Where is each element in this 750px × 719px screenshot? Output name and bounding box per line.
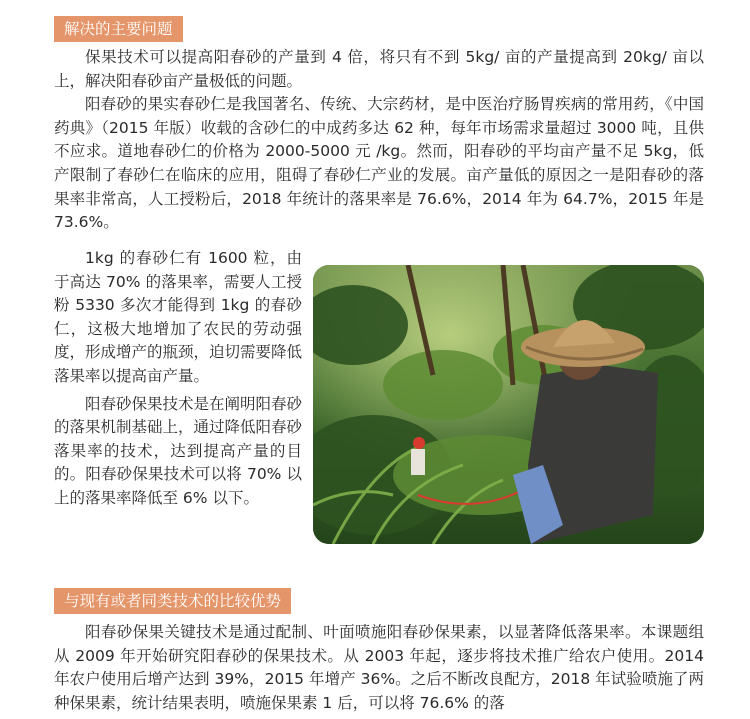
farmer-photo <box>313 265 704 544</box>
side-text <box>54 247 302 511</box>
section-heading-problems: 解决的主要问题 <box>54 16 183 42</box>
paragraph: 阳春砂保果关键技术是通过配制、叶面喷施阳春砂保果素，以显著降低落果率。本课题组从 2009 年开始研究阳春砂的保果技术。从 2003 年起，逐步将技术推广给农户使用。2014 年农户使用后增产达到 39%，2015 年增产 36%。之后不断改良配方，2018 年试验喷施了两种保果素，统计结果表明，喷施保果素 1 后，可以将 76.6% 的落 <box>54 623 704 712</box>
section2-body <box>54 621 704 715</box>
section-heading-advantages: 与现有或者同类技术的比较优势 <box>54 588 291 614</box>
paragraph: 1kg 的春砂仁有 1600 粒，由于高达 70% 的落果率，需要人工授粉 5330 多次才能得到 1kg 的春砂仁，这极大地增加了农民的劳动强度，形成增产的瓶颈，迫切需要降低落果率以提高亩产量。 <box>54 249 303 385</box>
paragraph: 阳春砂的果实春砂仁是我国著名、传统、大宗药材，是中医治疗肠胃疾病的常用药，《中国药典》（2015 年版）收载的含砂仁的中成药多达 62 种，每年市场需求量超过 3000 吨，且供不应求。道地春砂仁的价格为 2000-5000 元 /kg。然而，阳春砂的平均亩产量不足 5kg，低产限制了春砂仁在临床的应用，阻碍了春砂仁产业的发展。亩产量低的原因之一是阳春砂的落果率非常高，人工授粉后，2018 年统计的落果率是 76.6%，2014 年为 64.7%，2015 年是 73.6%。 <box>54 95 704 232</box>
paragraph: 保果技术可以提高阳春砂的产量到 4 倍，将只有不到 5kg/ 亩的产量提高到 20kg/ 亩以上，解决阳春砂亩产量极低的问题。 <box>54 48 704 90</box>
paragraph: 阳春砂保果技术是在阐明阳春砂的落果机制基础上，通过降低阳春砂落果率的技术，达到提高产量的目的。阳春砂保果技术可以将 70% 以上的落果率降低至 6% 以下。 <box>54 394 303 507</box>
photo-illustration <box>313 265 704 544</box>
section1-body <box>54 46 704 235</box>
